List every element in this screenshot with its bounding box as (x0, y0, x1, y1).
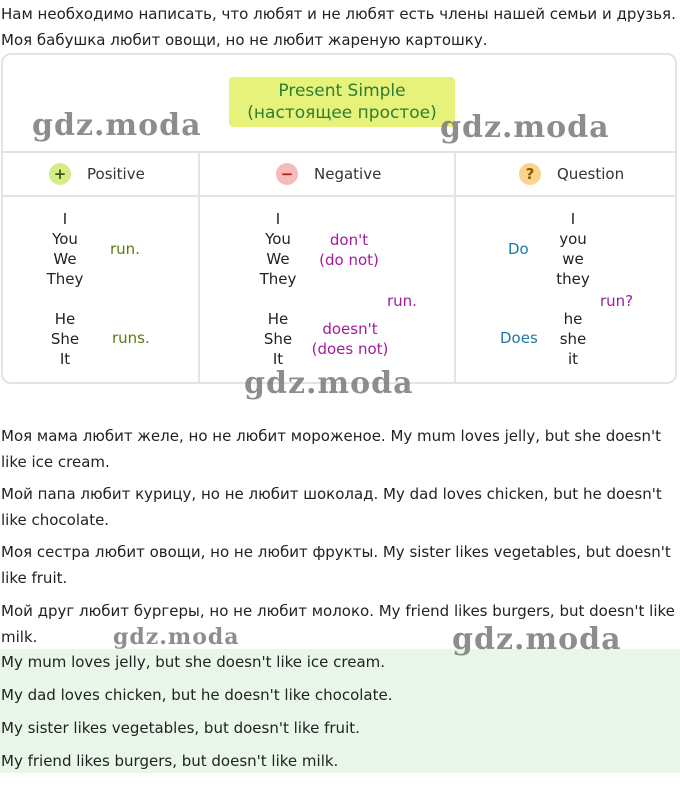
header-negative (276, 153, 381, 195)
negative-aux-1 (315, 230, 383, 270)
pronoun: I (275, 210, 281, 228)
header-question-label: Question (557, 165, 625, 183)
positive-verb-2: runs. (112, 329, 150, 347)
negative-verb: run. (387, 292, 417, 310)
paragraph-dad: Мой папа любит курицу, но не любит шоколад. My dad loves chicken, but he doesn't like chocolate. (1, 485, 662, 529)
pronoun: You (265, 230, 291, 248)
pronoun: they (556, 270, 590, 288)
header-positive-label: Positive (87, 165, 145, 183)
positive-pronouns-2 (41, 309, 89, 369)
aux-short: doesn't (322, 320, 378, 338)
answer-line: My dad loves chicken, but he doesn't like chocolate. (1, 686, 393, 704)
positive-verb-1: run. (110, 240, 140, 258)
question-aux-1: Do (508, 240, 529, 258)
watermark: gdz.moda (440, 110, 610, 145)
pronoun: He (54, 310, 76, 328)
pronoun: We (53, 250, 77, 268)
header-question (519, 153, 624, 195)
pronoun: They (46, 270, 84, 288)
paragraph-mum: Моя мама любит желе, но не любит мороженое. My mum loves jelly, but she doesn't like ice cream. (1, 427, 661, 471)
pronoun: We (266, 250, 290, 268)
answer-line: My mum loves jelly, but she doesn't like ice cream. (1, 653, 386, 671)
table-title (229, 77, 455, 127)
positive-pronouns-1 (41, 209, 89, 289)
answer-line: My sister likes vegetables, but doesn't like fruit. (1, 719, 360, 737)
aux-full: (does not) (311, 340, 389, 358)
question-pronouns-1 (549, 209, 597, 289)
question-verb: run? (600, 292, 634, 310)
negative-pronouns-1 (254, 209, 302, 289)
watermark: gdz.moda (113, 624, 240, 650)
question-icon: ? (519, 163, 541, 185)
table-title-line2: (настоящее простое) (247, 103, 437, 123)
pronoun: She (50, 330, 80, 348)
pronoun: It (272, 350, 284, 368)
pronoun: you (559, 230, 587, 248)
pronoun: He (267, 310, 289, 328)
aux-full: (do not) (319, 251, 379, 269)
pronoun: You (52, 230, 78, 248)
pronoun: she (559, 330, 587, 348)
pronoun: he (563, 310, 583, 328)
pronoun: it (567, 350, 579, 368)
aux-short: don't (329, 231, 369, 249)
header-negative-label: Negative (314, 165, 382, 183)
minus-icon: − (276, 163, 298, 185)
intro-line-1: Нам необходимо написать, что любят и не любят есть члены нашей семьи и друзья. (1, 5, 676, 23)
watermark: gdz.moda (32, 108, 202, 143)
question-aux-2: Does (500, 329, 538, 347)
header-positive (49, 153, 145, 195)
watermark: gdz.moda (244, 366, 414, 401)
column-divider (454, 151, 456, 384)
intro-line-2: Моя бабушка любит овощи, но не любит жареную картошку. (1, 31, 488, 49)
negative-pronouns-2 (254, 309, 302, 369)
pronoun: She (263, 330, 293, 348)
negative-aux-2 (307, 319, 393, 359)
answer-box (0, 649, 680, 773)
table-header-row (3, 151, 675, 197)
paragraph-sister: Моя сестра любит овощи, но не любит фрукты. My sister likes vegetables, but doesn't like fruit. (1, 543, 671, 587)
pronoun: I (62, 210, 68, 228)
paragraph-friend: Мой друг любит бургеры, но не любит молоко. My friend likes burgers, but doesn't like milk. (1, 602, 675, 646)
present-simple-table (1, 53, 677, 384)
plus-icon: + (49, 163, 71, 185)
pronoun: we (562, 250, 584, 268)
answer-line: My friend likes burgers, but doesn't like milk. (1, 752, 339, 770)
column-divider (198, 151, 200, 384)
table-title-line1: Present Simple (278, 81, 406, 101)
question-pronouns-2 (549, 309, 597, 369)
pronoun: I (570, 210, 576, 228)
pronoun: It (59, 350, 71, 368)
pronoun: They (259, 270, 297, 288)
watermark: gdz.moda (452, 622, 622, 657)
